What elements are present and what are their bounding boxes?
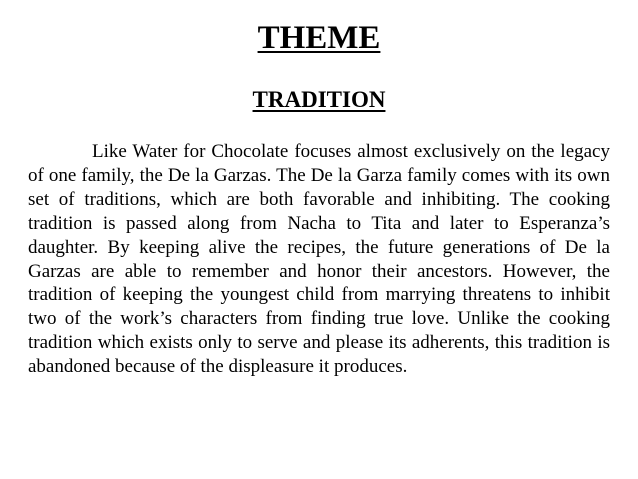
body-paragraph: Like Water for Chocolate focuses almost exclusively on the legacy of one family, the De la Garzas. The De la Garza family comes with its own set of traditions, which are both favorable and inhibiting. The cooking tradition is passed along from Nacha to Tita and later to Esperanza’s daughter. By keeping alive the recipes, the future generations of De la Garzas are able to remember and honor their ancestors. However, the tradition of keeping the youngest child from marrying threatens to inhibit two of the work’s characters from finding true love. Unlike the cooking tradition which exists only to serve and please its adherents, this tradition is abandoned because of the displeasure it produces. [28,141,610,378]
slide-subtitle: TRADITION [252,87,386,112]
slide-title: THEME [257,20,381,56]
